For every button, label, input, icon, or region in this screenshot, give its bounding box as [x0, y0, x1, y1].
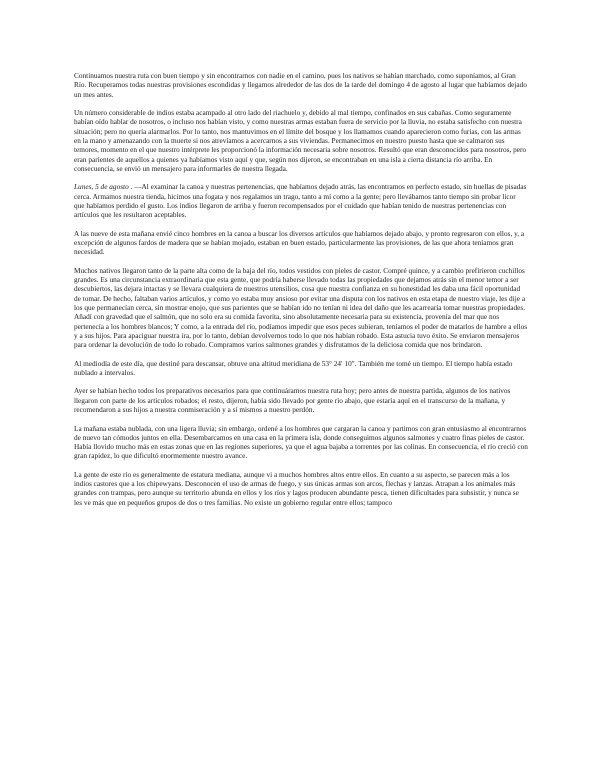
paragraph-6	[74, 359, 528, 378]
paragraph-7	[74, 386, 528, 414]
paragraph-1	[74, 71, 528, 99]
paragraph-text: . —Al examinar la canoa y nuestras pertenencias, que habíamos dejado atrás, las encontramos en perfecto estado, sin huellas de pisadas cerca. Armamos nuestra tienda, hicimos una fogata y nos regalamos un trago, tanto a mí como a la gente; pero llevábamos tanto tiempo sin probar licor que habíamos perdido el gusto. Los indios llegaron de arriba y fueron recompensados por el cuidado que habían tenido de nuestras pertenencias con artículos que les resultaron aceptables.	[74, 182, 527, 220]
document-body	[74, 71, 528, 507]
paragraph-text: La mañana estaba nublada, con una ligera lluvia; sin embargo, ordené a los hombres que cargaran la canoa y partimos con gran entusiasmo al encontrarnos de nuevo tan cómodos juntos en ella. Desembarcamos en una casa en la primera isla, donde conseguimos algunos salmones y cuatro finas pieles de castor. Había llovido mucho más en estas zonas que en las regiones superiores, ya que el agua bajaba a torrentes por las colinas. En consecuencia, el río creció con gran rapidez, lo que dificultó enormemente nuestro avance.	[74, 423, 528, 461]
paragraph-text: La gente de este río es generalmente de estatura mediana, aunque vi a muchos hombres altos entre ellos. En cuanto a su aspecto, se parecen más a los indios castores que a los chipewyans. Desconocen el uso de armas de fuego, y sus únicas armas son arcos, flechas y lanzas. Atrapan a los animales más grandes con trampas, pero aunque su territorio abunda en ellos y los ríos y lagos producen abundante pesca, tienen dificultades para subsistir, y nunca se les ve más que en pequeños grupos de dos o tres familias. No existe un gobierno regular entre ellos; tampoco	[74, 469, 519, 507]
paragraph-3	[74, 182, 528, 219]
paragraph-text: Muchos nativos llegaron tanto de la parte alta como de la baja del río, todos vestidos con pieles de castor. Compré quince, y a cambio prefirieron cuchillos grandes. Es una circunstancia extraordinaria que esta gente, que podría haberse llevado todas las propiedades que dejamos atrás sin el menor temor a ser descubiertos, las dejara intactas y se llevara cualquiera de nuestros utensilios, cosa que nuestra confianza en su honestidad les daba una fácil oportunidad de tomar. De hecho, faltaban varios artículos, y como yo estaba muy ansioso por evitar una disputa con los nativos en esta etapa de nuestro viaje, les dije a los que permanecían cerca, sin mostrar enojo, que sus parientes que se habían ido no tenían ni idea del daño que les acarrearía tomar nuestras propiedades. Añadí con gravedad que el salmón, que no solo era su comida favorita, sino absolutamente necesaria para su existencia, provenía del mar que nos pertenecía a los hombres blancos; Y como, a la entrada del río, podíamos impedir que esos peces subieran, teníamos el poder de matarlos de hambre a ellos y a sus hijos. Para apaciguar nuestra ira, por lo tanto, debían devolvernos todo lo que nos habían robado. Esta astucia tuvo éxito. Se enviaron mensajeros para ordenar la devolución de todo lo robado. Compramos varios salmones grandes y disfrutamos de la deliciosa comida que nos brindaron.	[74, 265, 528, 350]
paragraph-4	[74, 229, 528, 257]
entry-date: Lunes, 5 de agosto	[74, 182, 129, 192]
paragraph-text: Continuamos nuestra ruta con buen tiempo y sin encontrarnos con nadie en el camino, pues los nativos se habían marchado, como suponíamos, al Gran Río. Recuperamos todas nuestras provisiones escondidas y llegamos alrededor de las dos de la tarde del domingo 4 de agosto al lugar que habíamos dejado un mes antes.	[74, 71, 527, 99]
paragraph-text: Ayer se habían hecho todos los preparativos necesarios para que continuáramos nuestra ruta hoy; pero antes de nuestra partida, algunos de los nativos llegaron con parte de los artículos robados; el resto, dijeron, había sido llevado por gente río abajo, que estaría aquí en el transcurso de la mañana, y recomendaron a sus hijos a nuestra conmiseración y a sí mismos a nuestro perdón.	[74, 386, 511, 415]
paragraph-text: A las nueve de esta mañana envié cinco hombres en la canoa a buscar los diversos artículos que habíamos dejado abajo, y pronto regresaron con ellos, y, a excepción de algunos fardos de madera que se habían mojado, estaban en buen estado, particularmente las provisiones, de las que ahora teníamos gran necesidad.	[74, 228, 525, 257]
paragraph-8	[74, 424, 528, 461]
paragraph-5	[74, 266, 528, 350]
paragraph-2	[74, 108, 528, 173]
paragraph-text: Al mediodía de este día, que destiné para descansar, obtuve una altitud meridiana de 53° 24′ 10″. También me tomé un tiempo. El tiempo había estado nublado a intervalos.	[74, 358, 513, 377]
paragraph-text: Un número considerable de indios estaba acampado al otro lado del riachuelo y, debido al mal tiempo, confinados en sus cabañas. Como seguramente habían oído hablar de nosotros, o incluso nos habían visto, y como nuestras armas estaban fuera de servicio por la lluvia, no estaba satisfecho con nuestra situación; pero no quería alarmarlos. Por lo tanto, nos mantuvimos en el límite del bosque y los llamamos cuando aparecieron como furias, con las armas en la mano y amenazando con la muerte si nos atrevíamos a acercarnos a sus viviendas. Permanecimos en nuestro puesto hasta que se calmaron sus temores, momento en el que nuestro intérprete les proporcionó la información necesaria sobre nosotros. Resultó que eran desconocidos para nosotros, pero eran parientes de aquellos a quienes ya habíamos visto aquí y que, según nos dijeron, se encontraban en una isla a cierta distancia río arriba. En consecuencia, se envió un mensajero para informarles de nuestra llegada.	[74, 108, 527, 173]
paragraph-9	[74, 470, 528, 507]
